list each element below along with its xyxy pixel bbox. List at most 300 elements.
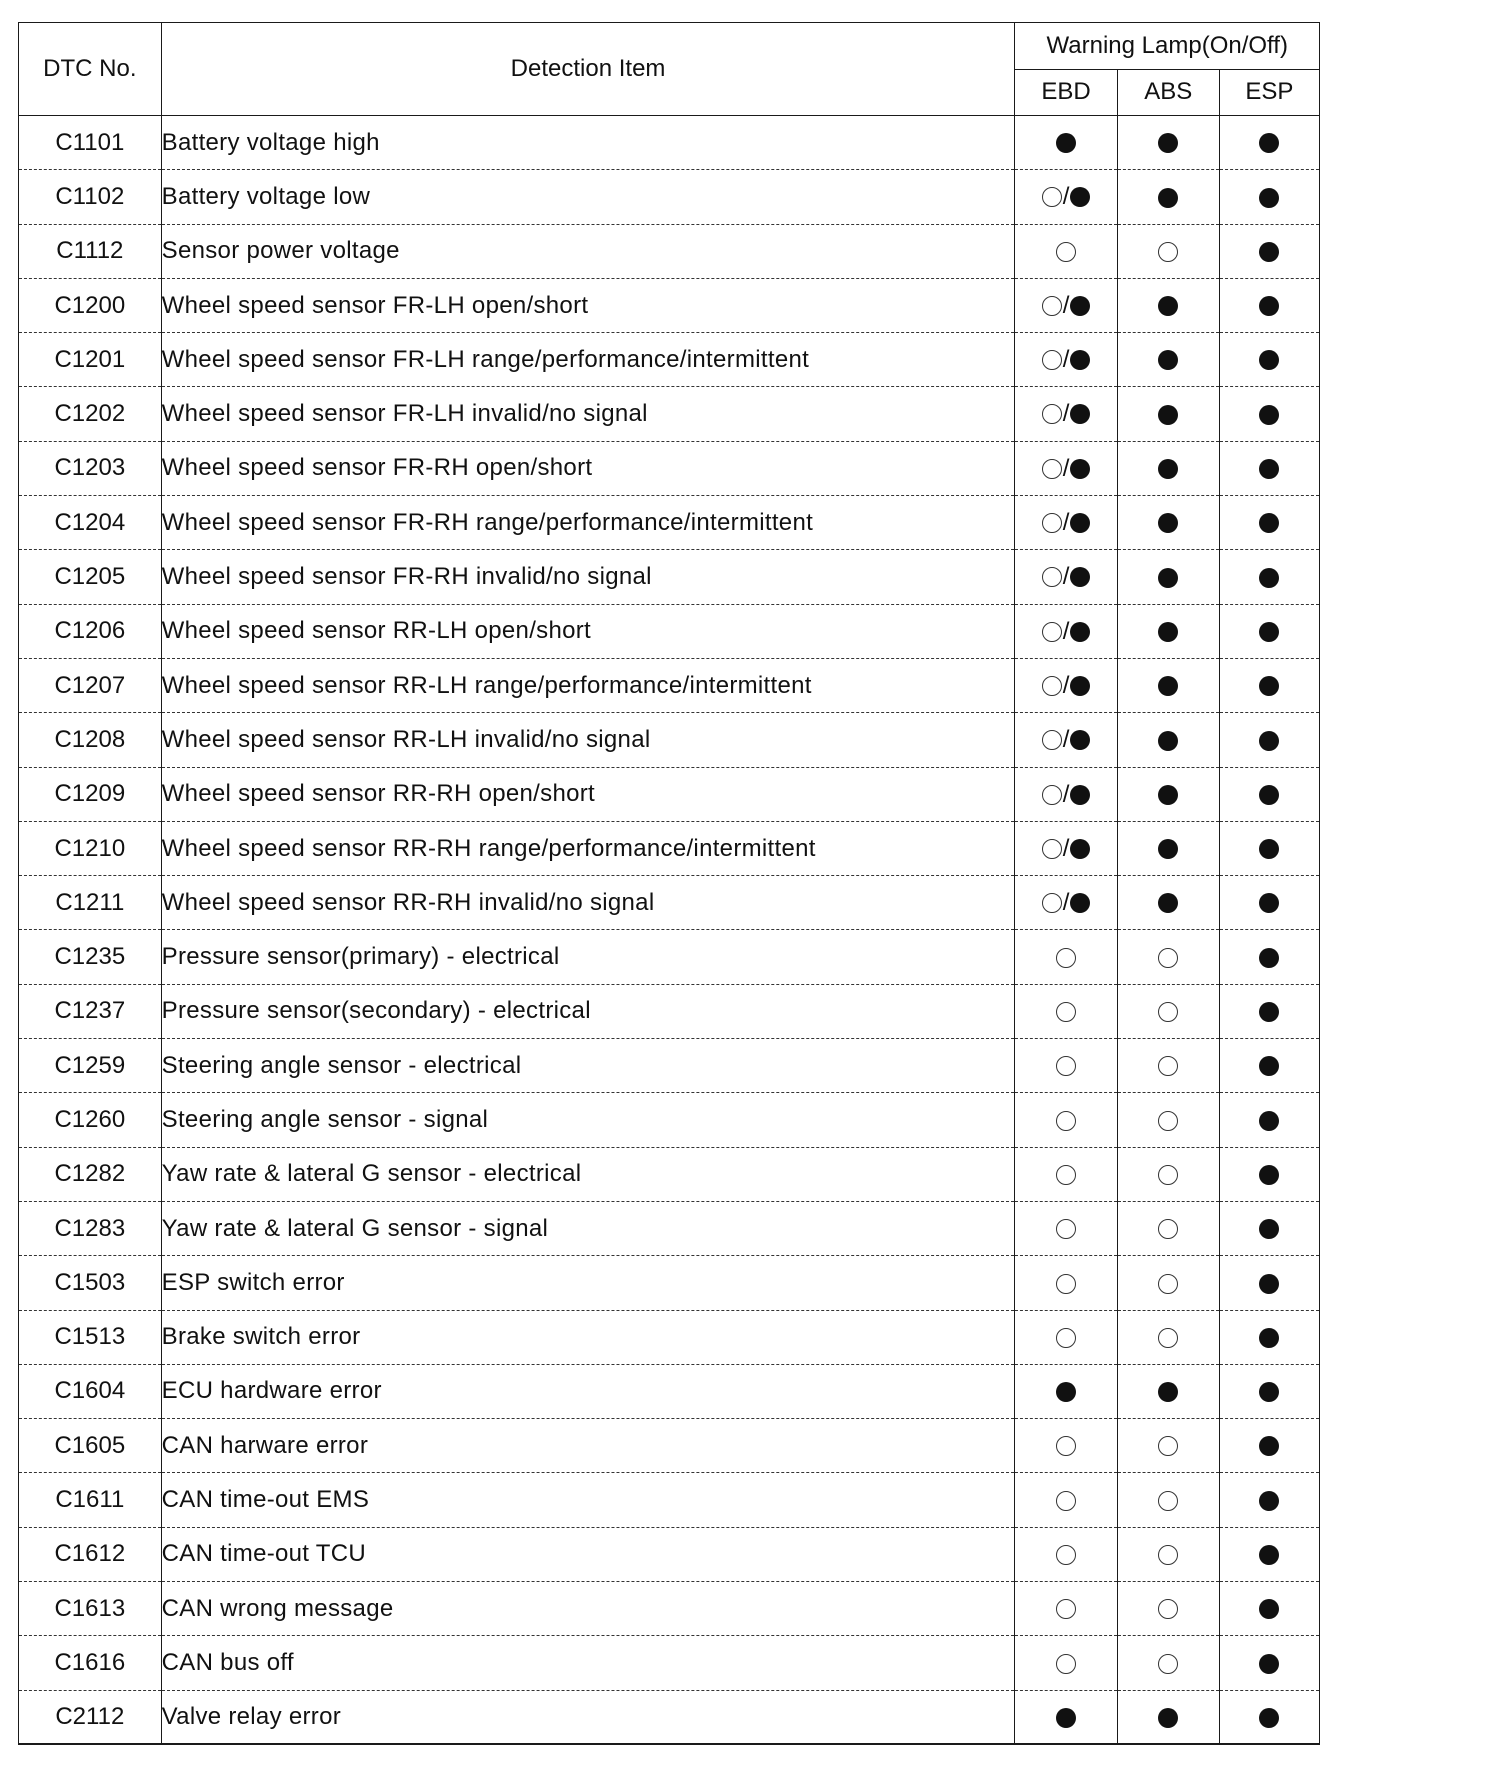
table-row [19, 767, 1320, 821]
lamp-on-icon [1259, 1274, 1279, 1294]
table-row [19, 116, 1320, 170]
lamp-on-icon [1158, 350, 1178, 370]
lamp-off-icon [1042, 459, 1062, 479]
slash-separator: / [1062, 400, 1070, 428]
lamp-esp [1219, 767, 1319, 821]
lamp-off-icon [1158, 1491, 1178, 1511]
lamp-off-icon [1042, 350, 1062, 370]
lamp-esp [1219, 984, 1319, 1038]
dtc-code: C1612 [19, 1527, 162, 1581]
lamp-on-icon [1070, 404, 1090, 424]
lamp-abs [1117, 876, 1219, 930]
table-row [19, 1256, 1320, 1310]
lamp-off-icon [1158, 1056, 1178, 1076]
lamp-esp [1219, 876, 1319, 930]
detection-item: Wheel speed sensor RR-LH invalid/no signal [161, 713, 1015, 767]
lamp-on-icon [1259, 1436, 1279, 1456]
lamp-esp [1219, 1256, 1319, 1310]
slash-separator: / [1062, 889, 1070, 917]
lamp-off-icon [1056, 1219, 1076, 1239]
lamp-off-icon [1042, 567, 1062, 587]
lamp-esp [1219, 1690, 1319, 1744]
lamp-on-icon [1158, 839, 1178, 859]
lamp-abs [1117, 1690, 1219, 1744]
lamp-on-icon [1259, 1328, 1279, 1348]
dtc-code: C1513 [19, 1310, 162, 1364]
dtc-code: C1283 [19, 1201, 162, 1255]
lamp-off-icon [1158, 1165, 1178, 1185]
detection-item: Wheel speed sensor FR-RH open/short [161, 441, 1015, 495]
table-row [19, 821, 1320, 875]
lamp-esp [1219, 1636, 1319, 1690]
detection-item: Wheel speed sensor RR-LH range/performance/intermittent [161, 658, 1015, 712]
lamp-on-icon [1259, 893, 1279, 913]
dtc-code: C1201 [19, 333, 162, 387]
lamp-ebd [1015, 1419, 1117, 1473]
lamp-on-icon [1158, 459, 1178, 479]
lamp-ebd [1015, 170, 1117, 224]
lamp-on-icon [1070, 622, 1090, 642]
dtc-code: C1207 [19, 658, 162, 712]
detection-item: Wheel speed sensor FR-LH open/short [161, 278, 1015, 332]
dtc-code: C1211 [19, 876, 162, 930]
lamp-esp [1219, 713, 1319, 767]
lamp-esp [1219, 658, 1319, 712]
dtc-code: C1259 [19, 1039, 162, 1093]
lamp-ebd [1015, 1473, 1117, 1527]
table-row [19, 1636, 1320, 1690]
dtc-code: C1260 [19, 1093, 162, 1147]
slash-separator: / [1062, 563, 1070, 591]
lamp-on-icon [1158, 731, 1178, 751]
lamp-abs [1117, 1419, 1219, 1473]
lamp-on-icon [1259, 839, 1279, 859]
table-row [19, 550, 1320, 604]
lamp-esp [1219, 1147, 1319, 1201]
lamp-off-icon [1158, 1328, 1178, 1348]
dtc-code: C1200 [19, 278, 162, 332]
slash-separator: / [1062, 346, 1070, 374]
table-row [19, 1582, 1320, 1636]
lamp-ebd [1015, 1582, 1117, 1636]
lamp-off-icon [1042, 187, 1062, 207]
detection-item: Wheel speed sensor FR-RH range/performance/intermittent [161, 496, 1015, 550]
lamp-esp [1219, 1419, 1319, 1473]
lamp-on-icon [1070, 730, 1090, 750]
lamp-abs [1117, 1582, 1219, 1636]
lamp-esp [1219, 116, 1319, 170]
dtc-code: C1210 [19, 821, 162, 875]
detection-item: Wheel speed sensor RR-RH open/short [161, 767, 1015, 821]
lamp-off-icon [1056, 1545, 1076, 1565]
detection-item: Steering angle sensor - electrical [161, 1039, 1015, 1093]
lamp-abs [1117, 1256, 1219, 1310]
lamp-off-icon [1042, 893, 1062, 913]
lamp-on-icon [1259, 1545, 1279, 1565]
header-warning-lamp: Warning Lamp(On/Off) [1015, 23, 1320, 70]
dtc-code: C1209 [19, 767, 162, 821]
lamp-esp [1219, 1310, 1319, 1364]
lamp-off-icon [1042, 296, 1062, 316]
table-row [19, 441, 1320, 495]
table-row [19, 278, 1320, 332]
detection-item: Wheel speed sensor FR-LH range/performance/intermittent [161, 333, 1015, 387]
lamp-ebd [1015, 387, 1117, 441]
slash-separator: / [1062, 780, 1070, 808]
table-row [19, 170, 1320, 224]
lamp-abs [1117, 441, 1219, 495]
dtc-code: C1102 [19, 170, 162, 224]
lamp-off-icon [1158, 1274, 1178, 1294]
lamp-esp [1219, 604, 1319, 658]
lamp-on-icon [1259, 405, 1279, 425]
slash-separator: / [1062, 671, 1070, 699]
lamp-abs [1117, 278, 1219, 332]
lamp-abs [1117, 1527, 1219, 1581]
lamp-ebd [1015, 441, 1117, 495]
lamp-on-icon [1070, 676, 1090, 696]
dtc-table [18, 22, 1320, 1745]
detection-item: Battery voltage high [161, 116, 1015, 170]
lamp-on-icon [1259, 1002, 1279, 1022]
lamp-abs [1117, 658, 1219, 712]
lamp-on-icon [1158, 893, 1178, 913]
detection-item: Pressure sensor(secondary) - electrical [161, 984, 1015, 1038]
lamp-off-icon [1056, 1436, 1076, 1456]
detection-item: CAN bus off [161, 1636, 1015, 1690]
lamp-off-icon [1042, 622, 1062, 642]
lamp-esp [1219, 1039, 1319, 1093]
detection-item: Wheel speed sensor FR-LH invalid/no signal [161, 387, 1015, 441]
lamp-esp [1219, 821, 1319, 875]
table-row [19, 333, 1320, 387]
lamp-off-icon [1056, 242, 1076, 262]
lamp-off-icon [1056, 1111, 1076, 1131]
detection-item: Wheel speed sensor RR-RH range/performance/intermittent [161, 821, 1015, 875]
detection-item: Pressure sensor(primary) - electrical [161, 930, 1015, 984]
lamp-abs [1117, 1473, 1219, 1527]
slash-separator: / [1062, 834, 1070, 862]
header-ebd: EBD [1015, 69, 1117, 116]
lamp-on-icon [1259, 1382, 1279, 1402]
lamp-off-icon [1042, 839, 1062, 859]
lamp-ebd [1015, 1147, 1117, 1201]
lamp-on-icon [1259, 296, 1279, 316]
lamp-ebd [1015, 767, 1117, 821]
lamp-on-icon [1259, 1599, 1279, 1619]
dtc-code: C1605 [19, 1419, 162, 1473]
table-row [19, 224, 1320, 278]
lamp-ebd [1015, 1690, 1117, 1744]
table-row [19, 496, 1320, 550]
header-esp: ESP [1219, 69, 1319, 116]
lamp-on-icon [1158, 676, 1178, 696]
lamp-abs [1117, 930, 1219, 984]
lamp-on-icon [1070, 785, 1090, 805]
lamp-ebd [1015, 1093, 1117, 1147]
detection-item: Yaw rate & lateral G sensor - electrical [161, 1147, 1015, 1201]
table-row [19, 1093, 1320, 1147]
dtc-code: C1237 [19, 984, 162, 1038]
detection-item: Yaw rate & lateral G sensor - signal [161, 1201, 1015, 1255]
slash-separator: / [1062, 291, 1070, 319]
lamp-ebd [1015, 984, 1117, 1038]
lamp-on-icon [1259, 188, 1279, 208]
lamp-off-icon [1056, 1274, 1076, 1294]
dtc-code: C1204 [19, 496, 162, 550]
dtc-code: C1611 [19, 1473, 162, 1527]
lamp-off-icon [1056, 1165, 1076, 1185]
lamp-abs [1117, 387, 1219, 441]
lamp-ebd [1015, 224, 1117, 278]
lamp-on-icon [1158, 133, 1178, 153]
lamp-on-icon [1070, 459, 1090, 479]
table-row [19, 1039, 1320, 1093]
table-row [19, 930, 1320, 984]
lamp-off-icon [1056, 1491, 1076, 1511]
lamp-abs [1117, 1636, 1219, 1690]
lamp-ebd [1015, 1364, 1117, 1418]
table-row [19, 1690, 1320, 1744]
lamp-on-icon [1259, 1219, 1279, 1239]
header-abs: ABS [1117, 69, 1219, 116]
lamp-on-icon [1070, 296, 1090, 316]
lamp-ebd [1015, 1039, 1117, 1093]
lamp-on-icon [1259, 731, 1279, 751]
lamp-on-icon [1259, 133, 1279, 153]
table-row [19, 1364, 1320, 1418]
table-row [19, 1310, 1320, 1364]
lamp-ebd [1015, 550, 1117, 604]
table-row [19, 1147, 1320, 1201]
lamp-on-icon [1259, 785, 1279, 805]
lamp-on-icon [1070, 567, 1090, 587]
lamp-off-icon [1056, 1002, 1076, 1022]
detection-item: Valve relay error [161, 1690, 1015, 1744]
detection-item: Sensor power voltage [161, 224, 1015, 278]
lamp-ebd [1015, 333, 1117, 387]
lamp-on-icon [1056, 133, 1076, 153]
table-body [19, 116, 1320, 1745]
lamp-on-icon [1259, 1056, 1279, 1076]
lamp-esp [1219, 387, 1319, 441]
lamp-off-icon [1042, 730, 1062, 750]
lamp-off-icon [1158, 1219, 1178, 1239]
lamp-esp [1219, 1201, 1319, 1255]
lamp-abs [1117, 496, 1219, 550]
dtc-code: C2112 [19, 1690, 162, 1744]
table-row [19, 984, 1320, 1038]
lamp-on-icon [1158, 1382, 1178, 1402]
lamp-on-icon [1259, 1654, 1279, 1674]
dtc-code: C1208 [19, 713, 162, 767]
table-header [19, 23, 1320, 116]
lamp-off-icon [1158, 1654, 1178, 1674]
lamp-abs [1117, 713, 1219, 767]
lamp-off-icon [1056, 1599, 1076, 1619]
lamp-on-icon [1259, 1165, 1279, 1185]
lamp-esp [1219, 170, 1319, 224]
lamp-ebd [1015, 1310, 1117, 1364]
dtc-code: C1206 [19, 604, 162, 658]
lamp-on-icon [1158, 568, 1178, 588]
lamp-ebd [1015, 658, 1117, 712]
lamp-esp [1219, 496, 1319, 550]
dtc-code: C1604 [19, 1364, 162, 1418]
slash-separator: / [1062, 454, 1070, 482]
detection-item: ECU hardware error [161, 1364, 1015, 1418]
lamp-on-icon [1259, 1708, 1279, 1728]
table-row [19, 658, 1320, 712]
lamp-ebd [1015, 496, 1117, 550]
lamp-off-icon [1158, 1002, 1178, 1022]
slash-separator: / [1062, 509, 1070, 537]
lamp-abs [1117, 116, 1219, 170]
dtc-code: C1235 [19, 930, 162, 984]
lamp-abs [1117, 1364, 1219, 1418]
lamp-ebd [1015, 278, 1117, 332]
lamp-esp [1219, 278, 1319, 332]
lamp-esp [1219, 1364, 1319, 1418]
dtc-code: C1202 [19, 387, 162, 441]
lamp-esp [1219, 550, 1319, 604]
detection-item: CAN wrong message [161, 1582, 1015, 1636]
table-row [19, 1527, 1320, 1581]
lamp-on-icon [1158, 1708, 1178, 1728]
lamp-on-icon [1259, 242, 1279, 262]
lamp-on-icon [1158, 296, 1178, 316]
lamp-ebd [1015, 1256, 1117, 1310]
detection-item: Steering angle sensor - signal [161, 1093, 1015, 1147]
lamp-esp [1219, 1093, 1319, 1147]
lamp-esp [1219, 930, 1319, 984]
lamp-abs [1117, 550, 1219, 604]
lamp-on-icon [1259, 459, 1279, 479]
lamp-ebd [1015, 604, 1117, 658]
lamp-abs [1117, 1039, 1219, 1093]
table-row [19, 1473, 1320, 1527]
table-row [19, 713, 1320, 767]
lamp-on-icon [1259, 568, 1279, 588]
lamp-on-icon [1259, 622, 1279, 642]
table-row [19, 387, 1320, 441]
lamp-on-icon [1158, 785, 1178, 805]
dtc-code: C1616 [19, 1636, 162, 1690]
lamp-abs [1117, 604, 1219, 658]
header-dtc-no: DTC No. [19, 23, 162, 116]
detection-item: Brake switch error [161, 1310, 1015, 1364]
table-row [19, 604, 1320, 658]
lamp-on-icon [1259, 1111, 1279, 1131]
detection-item: CAN time-out EMS [161, 1473, 1015, 1527]
lamp-off-icon [1158, 242, 1178, 262]
lamp-ebd [1015, 1636, 1117, 1690]
detection-item: ESP switch error [161, 1256, 1015, 1310]
dtc-code: C1282 [19, 1147, 162, 1201]
lamp-off-icon [1056, 948, 1076, 968]
dtc-code: C1101 [19, 116, 162, 170]
slash-separator: / [1062, 183, 1070, 211]
detection-item: Wheel speed sensor RR-RH invalid/no signal [161, 876, 1015, 930]
lamp-on-icon [1259, 513, 1279, 533]
dtc-code: C1503 [19, 1256, 162, 1310]
detection-item: CAN time-out TCU [161, 1527, 1015, 1581]
lamp-on-icon [1158, 513, 1178, 533]
lamp-ebd [1015, 930, 1117, 984]
table-row [19, 1201, 1320, 1255]
header-detection-item: Detection Item [161, 23, 1015, 116]
table-row [19, 876, 1320, 930]
lamp-on-icon [1259, 948, 1279, 968]
lamp-abs [1117, 821, 1219, 875]
lamp-on-icon [1158, 188, 1178, 208]
lamp-esp [1219, 224, 1319, 278]
lamp-off-icon [1158, 1436, 1178, 1456]
lamp-abs [1117, 224, 1219, 278]
lamp-ebd [1015, 713, 1117, 767]
lamp-esp [1219, 441, 1319, 495]
lamp-abs [1117, 333, 1219, 387]
lamp-off-icon [1042, 785, 1062, 805]
detection-item: Battery voltage low [161, 170, 1015, 224]
lamp-off-icon [1158, 1545, 1178, 1565]
lamp-off-icon [1158, 1599, 1178, 1619]
lamp-on-icon [1070, 513, 1090, 533]
dtc-code: C1203 [19, 441, 162, 495]
lamp-abs [1117, 984, 1219, 1038]
lamp-off-icon [1056, 1328, 1076, 1348]
lamp-on-icon [1056, 1382, 1076, 1402]
lamp-on-icon [1070, 187, 1090, 207]
lamp-off-icon [1158, 948, 1178, 968]
lamp-off-icon [1056, 1654, 1076, 1674]
slash-separator: / [1062, 617, 1070, 645]
dtc-code: C1112 [19, 224, 162, 278]
lamp-off-icon [1158, 1111, 1178, 1131]
lamp-ebd [1015, 821, 1117, 875]
detection-item: Wheel speed sensor FR-RH invalid/no signal [161, 550, 1015, 604]
slash-separator: / [1062, 726, 1070, 754]
lamp-off-icon [1042, 513, 1062, 533]
lamp-ebd [1015, 1527, 1117, 1581]
dtc-code: C1613 [19, 1582, 162, 1636]
lamp-esp [1219, 333, 1319, 387]
lamp-esp [1219, 1473, 1319, 1527]
lamp-on-icon [1158, 622, 1178, 642]
table-row [19, 1419, 1320, 1473]
lamp-abs [1117, 1201, 1219, 1255]
lamp-esp [1219, 1527, 1319, 1581]
detection-item: Wheel speed sensor RR-LH open/short [161, 604, 1015, 658]
lamp-on-icon [1259, 350, 1279, 370]
lamp-on-icon [1158, 405, 1178, 425]
lamp-on-icon [1070, 839, 1090, 859]
lamp-off-icon [1042, 676, 1062, 696]
lamp-off-icon [1056, 1056, 1076, 1076]
lamp-on-icon [1259, 676, 1279, 696]
lamp-on-icon [1070, 893, 1090, 913]
detection-item: CAN harware error [161, 1419, 1015, 1473]
lamp-abs [1117, 1093, 1219, 1147]
lamp-abs [1117, 170, 1219, 224]
lamp-on-icon [1056, 1708, 1076, 1728]
lamp-abs [1117, 767, 1219, 821]
lamp-abs [1117, 1147, 1219, 1201]
lamp-esp [1219, 1582, 1319, 1636]
lamp-off-icon [1042, 404, 1062, 424]
dtc-code: C1205 [19, 550, 162, 604]
lamp-ebd [1015, 1201, 1117, 1255]
